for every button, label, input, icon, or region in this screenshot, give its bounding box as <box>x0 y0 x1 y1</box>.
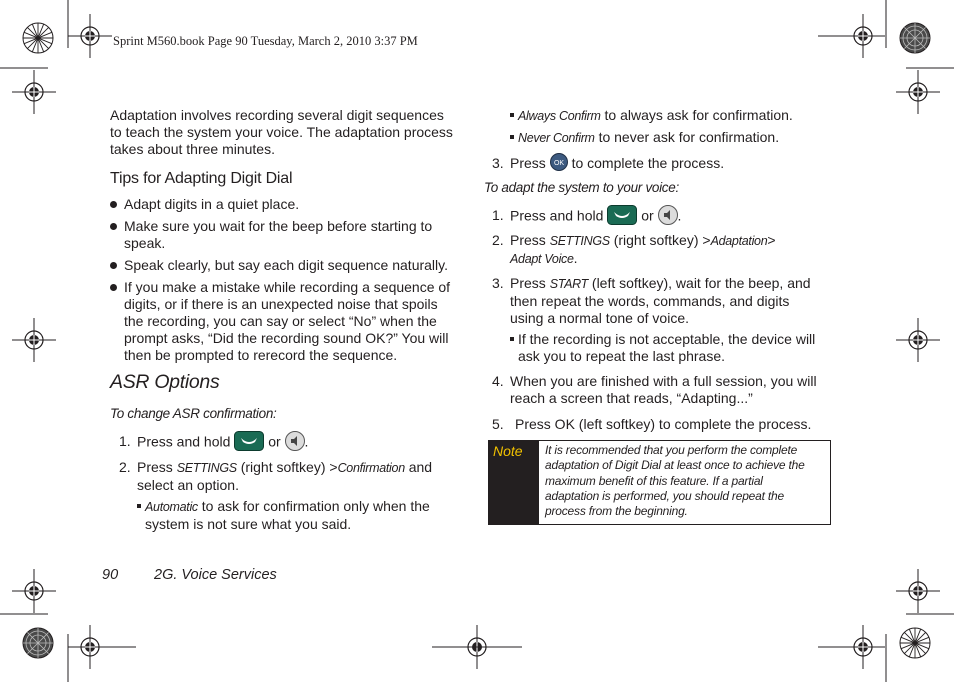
sub-text: to never ask for confirmation. <box>598 129 780 145</box>
adaptation-menu-label: Adaptation <box>710 234 768 248</box>
step-line: When you are finished with a full session, you will <box>510 373 817 389</box>
ok-key-icon <box>550 153 568 171</box>
sub-text: If the recording is not acceptable, the device will <box>518 331 816 347</box>
step-text: and <box>408 459 433 475</box>
step-text: . <box>677 207 682 224</box>
step-text: (left softkey), wait for the beep, and <box>591 275 811 291</box>
step-text: or <box>641 207 654 224</box>
tip-line: speak. <box>124 235 166 251</box>
sub-text: to always ask for confirmation. <box>604 107 793 123</box>
note-line: It is recommended that you perform the complete <box>545 443 798 457</box>
step-text: Press and hold <box>510 207 604 224</box>
step-line <box>137 459 467 477</box>
tip-line: digits, or if there is an unexpected noise that spoils <box>124 296 438 312</box>
section-title: 2G. Voice Services <box>154 567 277 583</box>
tip-line: Make sure you wait for the beep before starting to <box>124 218 433 234</box>
intro-line: to teach the system your voice. The adaptation process <box>110 124 453 140</box>
note-label: Note <box>493 443 523 459</box>
speaker-key-icon <box>285 431 305 451</box>
step-text: > <box>767 232 776 248</box>
tips-heading: Tips for Adapting Digit Dial <box>110 170 293 187</box>
step-line: select an option. <box>137 477 239 493</box>
intro-line: takes about three minutes. <box>110 141 275 157</box>
page-header: Sprint M560.book Page 90 Tuesday, March 2, 2010 3:37 PM <box>113 34 418 48</box>
sub-option-always <box>510 107 840 125</box>
step-text: Press <box>137 459 173 475</box>
step-line <box>510 250 830 268</box>
bullet-dot-icon <box>110 223 117 230</box>
step-text: Press and hold <box>137 433 231 450</box>
step-body <box>510 373 830 407</box>
sub-line <box>510 331 840 348</box>
asr-step-1 <box>119 433 469 453</box>
step-text: (right softkey) <box>613 232 699 248</box>
square-bullet-icon <box>510 113 514 117</box>
settings-softkey-label: SETTINGS <box>549 234 610 248</box>
step-number: 5. <box>492 416 504 432</box>
asr-step-3 <box>492 155 832 175</box>
sub-line: ask you to repeat the last phrase. <box>518 348 726 364</box>
tip-line: If you make a mistake while recording a sequence of <box>124 279 451 295</box>
step-line: then repeat the words, commands, and digits <box>510 293 790 309</box>
start-softkey-label: START <box>549 277 589 291</box>
asr-options-heading: ASR Options <box>110 371 220 393</box>
note-box <box>488 440 831 525</box>
sub-line: system is not sure what you said. <box>145 516 352 532</box>
step-line <box>510 232 830 250</box>
step-text: Press <box>510 155 546 171</box>
bullet-dot-icon <box>110 262 117 269</box>
step-line: using a normal tone of voice. <box>510 310 689 326</box>
tip-line: then be prompted to rerecord the sequence. <box>124 347 398 363</box>
adapt-voice-menu-label: Adapt Voice <box>510 252 574 266</box>
square-bullet-icon <box>510 337 514 341</box>
tip-item <box>110 257 484 274</box>
tip-item <box>110 279 484 364</box>
step-text: or <box>268 433 281 450</box>
speaker-key-icon <box>658 205 678 225</box>
tip-line: the recording, you can say or select “No” when the <box>124 313 437 329</box>
note-tab <box>489 441 539 524</box>
step-number: 2. <box>119 459 131 475</box>
talk-key-icon <box>234 431 264 451</box>
adapt-procedure-title: To adapt the system to your voice: <box>484 180 679 195</box>
bullet-dot-icon <box>110 201 117 208</box>
sub-line <box>137 498 467 516</box>
note-text <box>545 443 825 519</box>
page-number: 90 <box>102 567 119 583</box>
sub-text: to ask for confirmation only when the <box>201 498 430 514</box>
tip-item <box>110 196 484 213</box>
step-text: to complete the process. <box>571 155 725 171</box>
adapt-step-3 <box>492 275 832 327</box>
confirmation-menu-label: Confirmation <box>337 461 405 475</box>
step-number: 2. <box>492 232 504 248</box>
step-text: Press <box>510 232 546 248</box>
step-text: > <box>702 232 711 248</box>
tip-line: Adapt digits in a quiet place. <box>124 196 300 212</box>
step-text: > <box>329 459 338 475</box>
tip-line: Speak clearly, but say each digit sequence naturally. <box>124 257 449 273</box>
adapt-step-4 <box>492 373 832 409</box>
option-term: Always Confirm <box>518 109 601 123</box>
talk-key-icon <box>607 205 637 225</box>
step-body <box>137 433 308 453</box>
step-body <box>510 207 681 227</box>
step-line: reach a screen that reads, “Adapting...” <box>510 390 753 406</box>
note-line: maximum benefit of this feature. If a partial <box>545 473 763 488</box>
step-number: 1. <box>492 207 504 223</box>
sub-note-retry <box>510 331 840 365</box>
step-number: 1. <box>119 433 131 449</box>
intro-line: Adaptation involves recording several digit sequences <box>110 107 444 123</box>
step-body: Press OK (left softkey) to complete the process. <box>515 416 812 432</box>
note-line: adaptation of Digit Dial at least once to achieve the <box>545 458 805 473</box>
intro-paragraph <box>110 107 470 158</box>
step-body <box>510 275 830 327</box>
step-text: . <box>573 250 578 266</box>
settings-softkey-label: SETTINGS <box>176 461 237 475</box>
sub-option-never <box>510 129 840 147</box>
asr-step-2 <box>119 459 469 495</box>
option-term: Never Confirm <box>518 131 595 145</box>
step-body <box>510 155 724 173</box>
tip-item <box>110 218 484 252</box>
step-text: (right softkey) <box>240 459 326 475</box>
square-bullet-icon <box>137 504 141 508</box>
ok-key-label: OK <box>553 160 564 168</box>
step-number: 3. <box>492 275 504 291</box>
adapt-step-1 <box>492 207 832 227</box>
adapt-step-5 <box>492 416 832 436</box>
asr-procedure-title: To change ASR confirmation: <box>110 406 277 421</box>
option-term: Automatic <box>145 500 198 514</box>
note-line: adaptation is performed, you should repeat the <box>545 488 784 503</box>
step-number: 4. <box>492 373 504 389</box>
step-line <box>510 275 830 293</box>
tip-line: prompt asks, “Did the recording sound OK?” You will <box>124 330 449 346</box>
sub-option-automatic <box>137 498 467 533</box>
note-line: process from the beginning. <box>545 504 688 519</box>
adapt-step-2 <box>492 232 832 268</box>
step-body <box>137 459 467 494</box>
step-number: 3. <box>492 155 504 171</box>
step-text: . <box>304 433 309 450</box>
step-body <box>510 232 830 268</box>
step-text: Press <box>510 275 546 291</box>
square-bullet-icon <box>510 135 514 139</box>
bullet-dot-icon <box>110 284 117 291</box>
